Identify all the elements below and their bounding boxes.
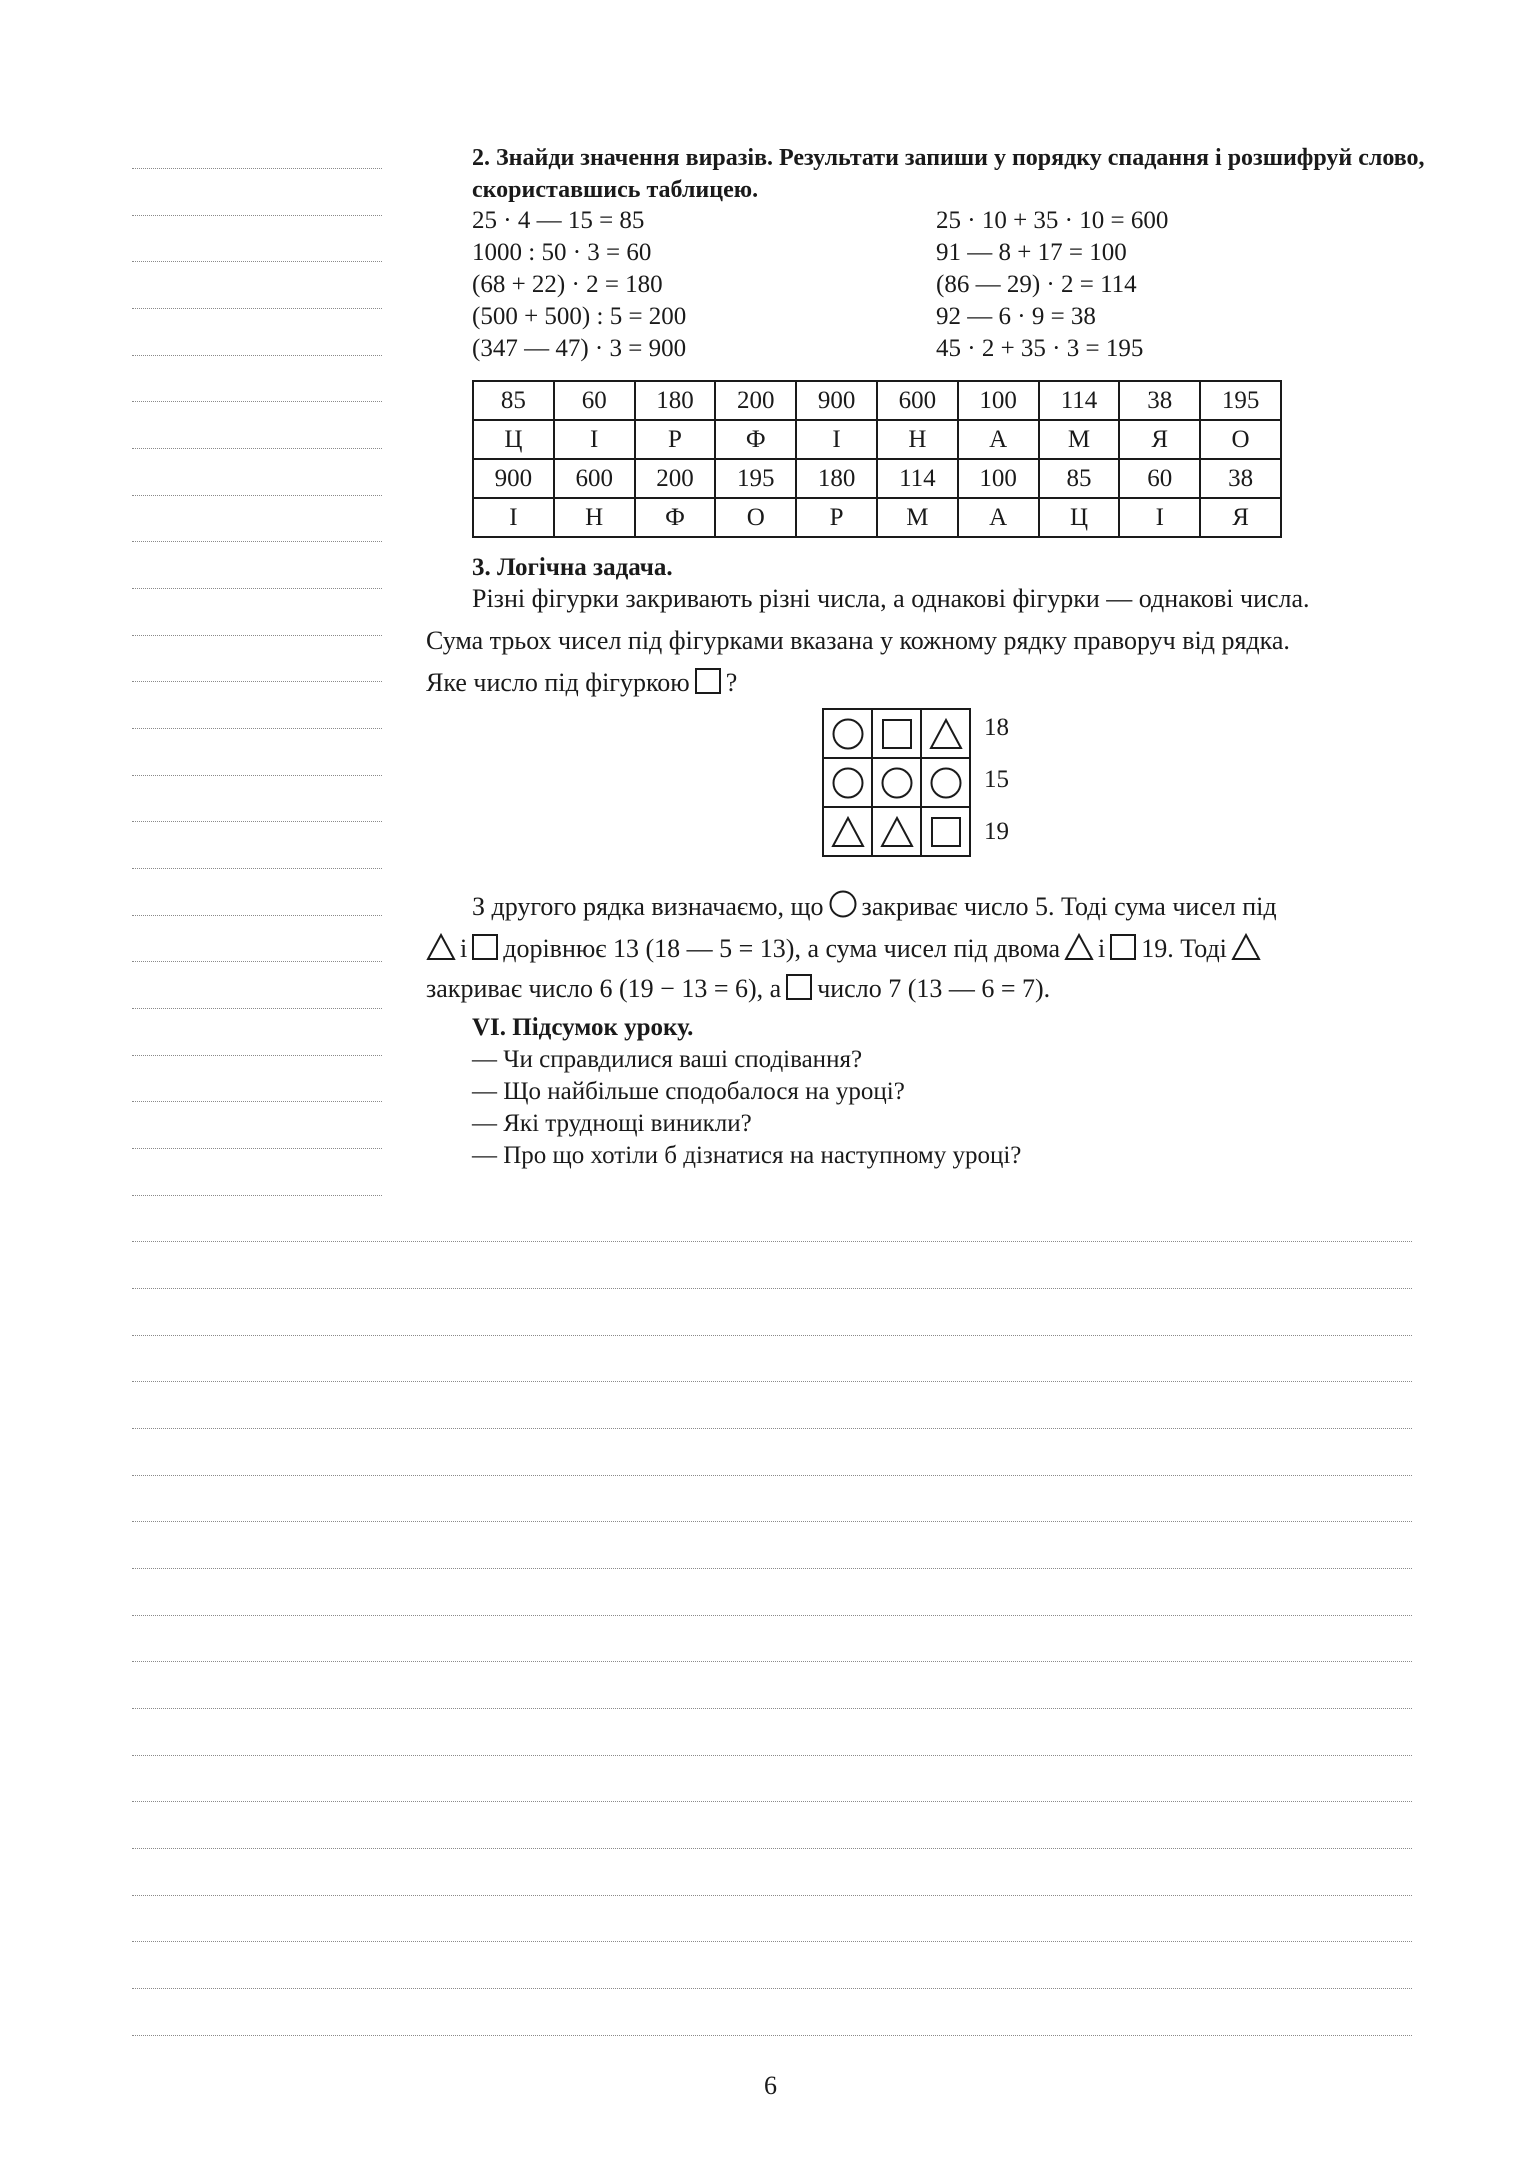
cipher-cell: М (1039, 420, 1120, 459)
circle-icon (824, 717, 871, 751)
cipher-cell: Н (554, 498, 635, 537)
row-sum-2: 15 (984, 766, 1009, 793)
cipher-cell: 114 (1039, 381, 1120, 420)
exercise-3-line-2: Сума трьох чисел під фігурками вказана у кожному рядку праворуч від рядка. (426, 626, 1290, 655)
exercise-3-line-1: Різні фігурки закривають різні числа, а однакові фігурки — однакові числа. (472, 584, 1310, 613)
cipher-cell: 114 (877, 459, 958, 498)
shapes-grid (822, 708, 971, 857)
cipher-cell: 180 (796, 459, 877, 498)
solution-line-3 (426, 968, 1050, 1014)
exercise-2-title: 2. Знайди значення виразів. Результати запиши у порядку спадання і розшифруй слово, скориставшись таблицею. (472, 145, 1425, 203)
cipher-row (473, 459, 1281, 498)
cipher-cell: 900 (473, 459, 554, 498)
circle-icon (922, 766, 969, 800)
cipher-cell: 195 (1200, 381, 1281, 420)
solution-text: число 7 (13 — 6 = 7). (817, 974, 1051, 1003)
cipher-cell: 60 (1119, 459, 1200, 498)
cipher-cell: 85 (473, 381, 554, 420)
cipher-row (473, 498, 1281, 537)
cipher-cell: О (1200, 420, 1281, 459)
solution-text: закриває число 6 (19 − 13 = 6), а (426, 974, 782, 1003)
solution-text: З другого рядка визначаємо, що (472, 892, 824, 921)
summary-question-1: — Чи справдилися ваші сподівання? (472, 1046, 863, 1073)
cipher-row (473, 420, 1281, 459)
cipher-cell: Ц (1039, 498, 1120, 537)
expression-right-2: 91 — 8 + 17 = 100 (936, 239, 1127, 266)
grid-cell (823, 807, 872, 856)
row-sum-1: 18 (984, 714, 1009, 741)
cipher-cell: 60 (554, 381, 635, 420)
solution-text: 19. Тоді (1141, 934, 1227, 963)
grid-cell (872, 709, 921, 758)
cipher-cell: 100 (958, 381, 1039, 420)
cipher-cell: Р (635, 420, 716, 459)
cipher-cell: Ф (715, 420, 796, 459)
expression-left-3: (68 + 22) · 2 = 180 (472, 271, 663, 298)
cipher-cell: 900 (796, 381, 877, 420)
grid-row (823, 807, 970, 856)
grid-cell (921, 709, 970, 758)
solution-text: і (460, 934, 468, 963)
cipher-cell: А (958, 420, 1039, 459)
expression-left-1: 25 · 4 — 15 = 85 (472, 207, 645, 234)
grid-row (823, 758, 970, 807)
circle-icon (828, 889, 858, 932)
triangle-icon (1231, 932, 1261, 974)
cipher-cell: 180 (635, 381, 716, 420)
cipher-cell: І (554, 420, 635, 459)
cipher-cell: 85 (1039, 459, 1120, 498)
expression-right-4: 92 — 6 · 9 = 38 (936, 303, 1096, 330)
circle-icon (824, 766, 871, 800)
summary-question-4: — Про що хотіли б дізнатися на наступному уроці? (472, 1142, 1022, 1169)
triangle-icon (1064, 932, 1094, 974)
square-icon (873, 718, 920, 750)
cipher-cell: 600 (877, 381, 958, 420)
cipher-cell: Р (796, 498, 877, 537)
grid-row (823, 709, 970, 758)
expression-left-2: 1000 : 50 · 3 = 60 (472, 239, 652, 266)
exercise-3-line-3 (426, 662, 737, 708)
cipher-cell: 38 (1200, 459, 1281, 498)
cipher-cell: А (958, 498, 1039, 537)
solution-text: дорівнює 13 (18 — 5 = 13), а сума чисел під двома (503, 934, 1061, 963)
grid-cell (921, 758, 970, 807)
exercise-3-title: 3. Логічна задача. (472, 554, 673, 581)
solution-line-1 (472, 886, 1277, 932)
page-number: 6 (764, 2071, 777, 2100)
square-icon (922, 816, 969, 848)
cipher-cell: 600 (554, 459, 635, 498)
triangle-icon (873, 816, 920, 848)
summary-question-2: — Що найбільше сподобалося на уроці? (472, 1078, 905, 1105)
square-icon (694, 666, 722, 708)
cipher-cell: 200 (635, 459, 716, 498)
grid-cell (921, 807, 970, 856)
square-icon (785, 972, 813, 1014)
cipher-cell: 100 (958, 459, 1039, 498)
solution-text: і (1098, 934, 1106, 963)
cipher-cell: І (796, 420, 877, 459)
cipher-cell: І (1119, 498, 1200, 537)
cipher-cell: Я (1200, 498, 1281, 537)
grid-cell (823, 758, 872, 807)
summary-question-3: — Які труднощі виникли? (472, 1110, 752, 1137)
expression-right-5: 45 · 2 + 35 · 3 = 195 (936, 335, 1144, 362)
line-3-question-mark: ? (725, 668, 738, 697)
cipher-cell: Я (1119, 420, 1200, 459)
cipher-cell: О (715, 498, 796, 537)
grid-cell (872, 758, 921, 807)
cipher-table (472, 380, 1282, 538)
circle-icon (873, 766, 920, 800)
cipher-cell: 195 (715, 459, 796, 498)
cipher-cell: І (473, 498, 554, 537)
cipher-cell: Н (877, 420, 958, 459)
expression-right-3: (86 — 29) · 2 = 114 (936, 271, 1137, 298)
cipher-cell: Ц (473, 420, 554, 459)
solution-text: закриває число 5. Тоді сума чисел під (861, 892, 1277, 921)
line-3-text: Яке число під фігуркою (426, 668, 690, 697)
expression-left-5: (347 — 47) · 3 = 900 (472, 335, 687, 362)
cipher-cell: 38 (1119, 381, 1200, 420)
grid-cell (872, 807, 921, 856)
expression-left-4: (500 + 500) : 5 = 200 (472, 303, 687, 330)
grid-cell (823, 709, 872, 758)
cipher-cell: 200 (715, 381, 796, 420)
summary-title: VI. Підсумок уроку. (472, 1014, 694, 1041)
expression-right-1: 25 · 10 + 35 · 10 = 600 (936, 207, 1169, 234)
row-sum-3: 19 (984, 818, 1009, 845)
cipher-cell: Ф (635, 498, 716, 537)
cipher-row (473, 381, 1281, 420)
triangle-icon (824, 816, 871, 848)
cipher-cell: М (877, 498, 958, 537)
triangle-icon (922, 718, 969, 750)
square-icon (1109, 932, 1137, 974)
